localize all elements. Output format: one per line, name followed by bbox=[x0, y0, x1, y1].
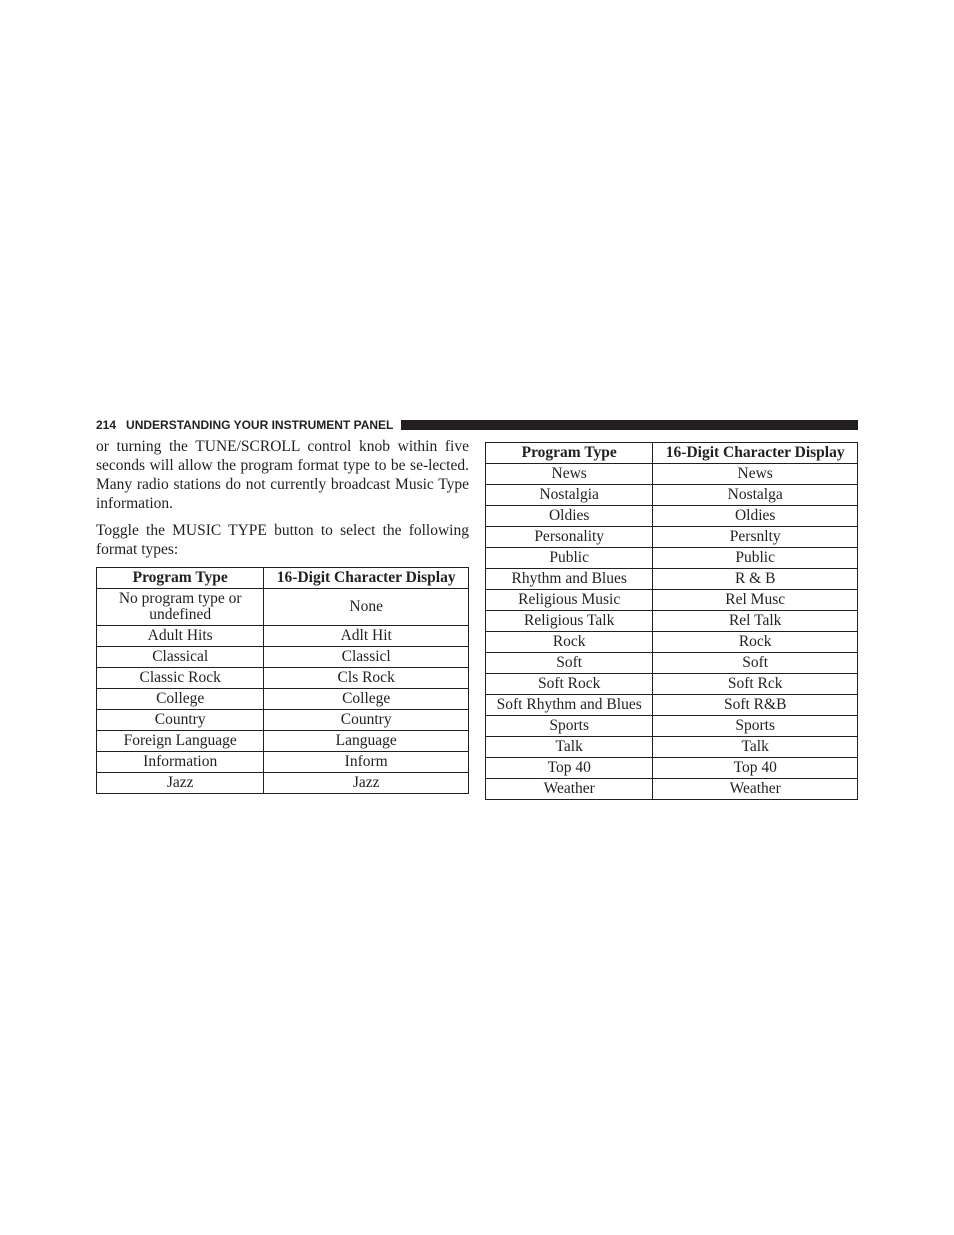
program-type-cell: Public bbox=[486, 548, 653, 569]
display-cell: Soft Rck bbox=[653, 674, 858, 695]
program-type-cell: Personality bbox=[486, 527, 653, 548]
display-cell: Inform bbox=[264, 752, 469, 773]
display-cell: Language bbox=[264, 731, 469, 752]
table-row bbox=[486, 632, 858, 653]
header-rule bbox=[401, 420, 858, 430]
table-row bbox=[486, 506, 858, 527]
program-type-cell: Foreign Language bbox=[97, 731, 264, 752]
column-header-program-type: Program Type bbox=[97, 568, 264, 589]
program-type-table-right bbox=[485, 442, 858, 800]
display-cell: Sports bbox=[653, 716, 858, 737]
program-type-cell: Nostalgia bbox=[486, 485, 653, 506]
table-row bbox=[97, 668, 469, 689]
table-row bbox=[97, 689, 469, 710]
display-cell: Rock bbox=[653, 632, 858, 653]
display-cell: Weather bbox=[653, 779, 858, 800]
page-number: 214 bbox=[96, 418, 117, 432]
display-cell: Adlt Hit bbox=[264, 626, 469, 647]
display-cell: Persnlty bbox=[653, 527, 858, 548]
left-column bbox=[96, 437, 469, 794]
table-row bbox=[486, 653, 858, 674]
table-header-row bbox=[486, 443, 858, 464]
display-cell: Rel Musc bbox=[653, 590, 858, 611]
display-cell: None bbox=[264, 589, 469, 626]
page-header bbox=[96, 418, 858, 432]
display-cell: College bbox=[264, 689, 469, 710]
program-type-cell: Soft bbox=[486, 653, 653, 674]
program-type-cell: Rock bbox=[486, 632, 653, 653]
display-cell: Classicl bbox=[264, 647, 469, 668]
display-cell: Cls Rock bbox=[264, 668, 469, 689]
program-type-cell: Religious Music bbox=[486, 590, 653, 611]
table-row bbox=[486, 527, 858, 548]
program-type-cell: Information bbox=[97, 752, 264, 773]
display-cell: Top 40 bbox=[653, 758, 858, 779]
program-type-cell: Top 40 bbox=[486, 758, 653, 779]
section-title: UNDERSTANDING YOUR INSTRUMENT PANEL bbox=[126, 418, 394, 432]
program-type-cell: Adult Hits bbox=[97, 626, 264, 647]
program-type-cell: Classical bbox=[97, 647, 264, 668]
column-header-display: 16-Digit Character Display bbox=[264, 568, 469, 589]
table-row bbox=[486, 464, 858, 485]
display-cell: Talk bbox=[653, 737, 858, 758]
table-row bbox=[486, 674, 858, 695]
table-row bbox=[97, 773, 469, 794]
table-row bbox=[486, 485, 858, 506]
program-type-cell: College bbox=[97, 689, 264, 710]
table-header-row bbox=[97, 568, 469, 589]
toggle-paragraph: Toggle the MUSIC TYPE button to select the following format types: bbox=[96, 522, 469, 558]
column-header-program-type: Program Type bbox=[486, 443, 653, 464]
display-cell: Rel Talk bbox=[653, 611, 858, 632]
program-type-cell: Sports bbox=[486, 716, 653, 737]
column-header-display: 16-Digit Character Display bbox=[653, 443, 858, 464]
program-type-cell: Talk bbox=[486, 737, 653, 758]
program-type-cell: Jazz bbox=[97, 773, 264, 794]
display-cell: Jazz bbox=[264, 773, 469, 794]
table-row bbox=[486, 695, 858, 716]
program-type-cell: Soft Rhythm and Blues bbox=[486, 695, 653, 716]
table-row bbox=[97, 589, 469, 626]
table-row bbox=[97, 647, 469, 668]
table-row bbox=[486, 569, 858, 590]
table-row bbox=[486, 590, 858, 611]
intro-paragraph: or turning the TUNE/SCROLL control knob within five seconds will allow the program format type to be se-lected. Many radio stations do not currently broadcast Music Type information. bbox=[96, 438, 469, 512]
program-type-cell: Country bbox=[97, 710, 264, 731]
program-type-cell: Religious Talk bbox=[486, 611, 653, 632]
program-type-cell: Oldies bbox=[486, 506, 653, 527]
table-row bbox=[486, 716, 858, 737]
table-row bbox=[97, 710, 469, 731]
table-row bbox=[486, 758, 858, 779]
display-cell: Country bbox=[264, 710, 469, 731]
display-cell: Public bbox=[653, 548, 858, 569]
display-cell: Oldies bbox=[653, 506, 858, 527]
program-type-table-left bbox=[96, 567, 469, 794]
program-type-cell: Classic Rock bbox=[97, 668, 264, 689]
right-column bbox=[485, 442, 858, 800]
display-cell: R & B bbox=[653, 569, 858, 590]
display-cell: Nostalga bbox=[653, 485, 858, 506]
table-row bbox=[97, 731, 469, 752]
program-type-cell: Rhythm and Blues bbox=[486, 569, 653, 590]
program-type-cell: No program type or undefined bbox=[97, 589, 264, 626]
table-row bbox=[97, 626, 469, 647]
display-cell: Soft bbox=[653, 653, 858, 674]
table-row bbox=[486, 548, 858, 569]
table-row bbox=[486, 779, 858, 800]
program-type-cell: Soft Rock bbox=[486, 674, 653, 695]
program-type-cell: Weather bbox=[486, 779, 653, 800]
display-cell: News bbox=[653, 464, 858, 485]
table-row bbox=[486, 737, 858, 758]
program-type-cell: News bbox=[486, 464, 653, 485]
display-cell: Soft R&B bbox=[653, 695, 858, 716]
table-row bbox=[97, 752, 469, 773]
table-row bbox=[486, 611, 858, 632]
